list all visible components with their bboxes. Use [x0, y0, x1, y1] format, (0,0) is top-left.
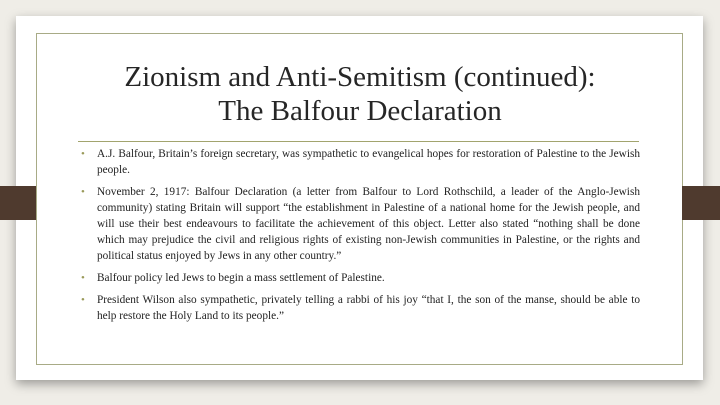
bullet-text: Balfour policy led Jews to begin a mass settlement of Palestine.	[97, 272, 385, 284]
bullet-list	[76, 146, 640, 330]
slide-title-line-1: Zionism and Anti-Semitism (continued):	[124, 61, 596, 93]
bullet-icon: •	[81, 186, 85, 198]
bullet-item	[76, 184, 640, 264]
slide-title	[40, 60, 680, 128]
left-side-tab	[0, 186, 36, 220]
bullet-icon: •	[81, 294, 85, 306]
bullet-text: President Wilson also sympathetic, privately telling a rabbi of his joy “that I, the son of the manse, should be able to help restore the Holy Land to its people.”	[97, 294, 640, 322]
bullet-item	[76, 292, 640, 324]
bullet-text: November 2, 1917: Balfour Declaration (a letter from Balfour to Lord Rothschild, a leader of the Anglo-Jewish community) stating Britain will support “the establishment in Palestine of a national home for the Jewish people, and will use their best endeavours to facilitate the achievement of this object. Letter also stated “nothing shall be done which may prejudice the civil and religious rights of existing non-Jewish communities in Palestine, or the rights and political status enjoyed by Jews in any other country.”	[97, 186, 640, 262]
bullet-text: A.J. Balfour, Britain’s foreign secretary, was sympathetic to evangelical hopes for restoration of Palestine to the Jewish people.	[97, 148, 640, 176]
bullet-icon: •	[81, 148, 85, 160]
right-side-tab	[682, 186, 720, 220]
title-divider	[78, 141, 639, 142]
slide-title-line-2: The Balfour Declaration	[218, 95, 502, 127]
bullet-item	[76, 270, 640, 286]
bullet-item	[76, 146, 640, 178]
bullet-icon: •	[81, 272, 85, 284]
